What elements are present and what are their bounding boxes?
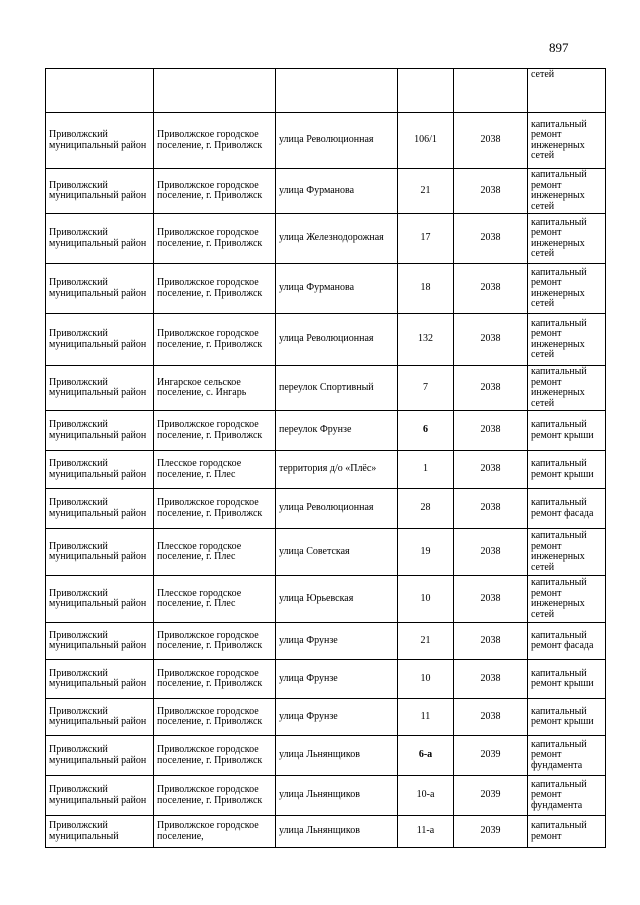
cell-work-type: капитальный ремонт крыши — [528, 699, 606, 736]
table-row — [46, 366, 606, 411]
cell-work-type: капитальный ремонт инженерных сетей — [528, 169, 606, 214]
cell-house: 6 — [398, 411, 454, 451]
cell-house: 11-а — [398, 816, 454, 848]
cell-street: улица Советская — [276, 529, 398, 576]
cell-house: 106/1 — [398, 113, 454, 169]
table-row — [46, 660, 606, 699]
cell-settlement: Приволжское городское поселение, г. Приволжск — [154, 264, 276, 314]
cell-house: 10 — [398, 660, 454, 699]
table-row-continuation — [46, 69, 606, 113]
cell-work-type: капитальный ремонт инженерных сетей — [528, 576, 606, 623]
cell-settlement: Плесское городское поселение, г. Плес — [154, 529, 276, 576]
cell-settlement: Плесское городское поселение, г. Плес — [154, 451, 276, 489]
cell-year: 2038 — [454, 264, 528, 314]
table-row — [46, 816, 606, 848]
cell-work-type: капитальный ремонт крыши — [528, 451, 606, 489]
cell-street: улица Фурманова — [276, 169, 398, 214]
cell-street: улица Фрунзе — [276, 623, 398, 660]
page-number: 897 — [549, 40, 569, 55]
cell-house: 17 — [398, 214, 454, 264]
cell-house: 28 — [398, 489, 454, 529]
cell-year: 2038 — [454, 660, 528, 699]
cell-district: Приволжский муниципальный район — [46, 451, 154, 489]
cell-work-type: капитальный ремонт фасада — [528, 623, 606, 660]
cell-year: 2038 — [454, 451, 528, 489]
cell-street: улица Фрунзе — [276, 660, 398, 699]
cell-street: улица Железнодорожная — [276, 214, 398, 264]
cell-settlement: Ингарское сельское поселение, с. Ингарь — [154, 366, 276, 411]
cell-work-type: капитальный ремонт инженерных сетей — [528, 113, 606, 169]
cell-street: улица Юрьевская — [276, 576, 398, 623]
cell-settlement: Приволжское городское поселение, г. Приволжск — [154, 489, 276, 529]
cell-work-type: капитальный ремонт инженерных сетей — [528, 264, 606, 314]
cell-district: Приволжский муниципальный район — [46, 576, 154, 623]
cell-house: 1 — [398, 451, 454, 489]
table-row — [46, 169, 606, 214]
cell-district: Приволжский муниципальный район — [46, 314, 154, 366]
cell-year: 2039 — [454, 816, 528, 848]
table-row — [46, 529, 606, 576]
table-row — [46, 264, 606, 314]
cell-street: улица Революционная — [276, 113, 398, 169]
cell-settlement: Плесское городское поселение, г. Плес — [154, 576, 276, 623]
cell-year: 2038 — [454, 169, 528, 214]
cell-year: 2038 — [454, 366, 528, 411]
cell-house: 21 — [398, 623, 454, 660]
table-row — [46, 411, 606, 451]
cell-district: Приволжский муниципальный район — [46, 113, 154, 169]
table-row — [46, 214, 606, 264]
cell-work-type: капитальный ремонт крыши — [528, 411, 606, 451]
cell-year: 2038 — [454, 113, 528, 169]
cell-street: улица Льнянщиков — [276, 736, 398, 776]
cell-house — [398, 69, 454, 113]
repair-schedule-table — [45, 68, 606, 848]
cell-year: 2038 — [454, 411, 528, 451]
cell-district: Приволжский муниципальный район — [46, 736, 154, 776]
cell-street: переулок Фрунзе — [276, 411, 398, 451]
cell-settlement: Приволжское городское поселение, г. Приволжск — [154, 736, 276, 776]
cell-year: 2038 — [454, 314, 528, 366]
cell-district: Приволжский муниципальный район — [46, 623, 154, 660]
cell-work-type: капитальный ремонт фасада — [528, 489, 606, 529]
cell-district: Приволжский муниципальный — [46, 816, 154, 848]
cell-year: 2038 — [454, 576, 528, 623]
cell-year: 2039 — [454, 736, 528, 776]
cell-house: 21 — [398, 169, 454, 214]
cell-year: 2038 — [454, 529, 528, 576]
cell-settlement: Приволжское городское поселение, г. Приволжск — [154, 660, 276, 699]
table-row — [46, 113, 606, 169]
cell-year: 2038 — [454, 623, 528, 660]
table-row — [46, 623, 606, 660]
cell-district: Приволжский муниципальный район — [46, 366, 154, 411]
cell-work-type: капитальный ремонт инженерных сетей — [528, 214, 606, 264]
table-row — [46, 776, 606, 816]
cell-house: 11 — [398, 699, 454, 736]
cell-street: улица Революционная — [276, 314, 398, 366]
cell-settlement: Приволжское городское поселение, г. Приволжск — [154, 169, 276, 214]
cell-work-type: капитальный ремонт инженерных сетей — [528, 366, 606, 411]
cell-year: 2039 — [454, 776, 528, 816]
cell-district: Приволжский муниципальный район — [46, 660, 154, 699]
table-row — [46, 576, 606, 623]
table-row — [46, 699, 606, 736]
cell-year: 2038 — [454, 489, 528, 529]
cell-street: улица Льнянщиков — [276, 816, 398, 848]
cell-street: улица Льнянщиков — [276, 776, 398, 816]
cell-work-type: капитальный ремонт крыши — [528, 660, 606, 699]
cell-district: Приволжский муниципальный район — [46, 214, 154, 264]
cell-house: 18 — [398, 264, 454, 314]
cell-settlement — [154, 69, 276, 113]
cell-settlement: Приволжское городское поселение, г. Приволжск — [154, 699, 276, 736]
cell-district: Приволжский муниципальный район — [46, 264, 154, 314]
table-row — [46, 451, 606, 489]
cell-street: улица Фурманова — [276, 264, 398, 314]
cell-settlement: Приволжское городское поселение, г. Приволжск — [154, 623, 276, 660]
table-body — [46, 69, 606, 848]
cell-house: 10-а — [398, 776, 454, 816]
cell-district: Приволжский муниципальный район — [46, 489, 154, 529]
cell-work-type: капитальный ремонт фундамента — [528, 736, 606, 776]
cell-work-type: капитальный ремонт фундамента — [528, 776, 606, 816]
cell-district: Приволжский муниципальный район — [46, 169, 154, 214]
cell-house: 132 — [398, 314, 454, 366]
cell-district: Приволжский муниципальный район — [46, 529, 154, 576]
cell-settlement: Приволжское городское поселение, — [154, 816, 276, 848]
cell-street — [276, 69, 398, 113]
cell-work-type: капитальный ремонт инженерных сетей — [528, 529, 606, 576]
cell-street: территория д/о «Плёс» — [276, 451, 398, 489]
cell-settlement: Приволжское городское поселение, г. Приволжск — [154, 314, 276, 366]
cell-year: 2038 — [454, 214, 528, 264]
cell-house: 7 — [398, 366, 454, 411]
table-row — [46, 489, 606, 529]
cell-district: Приволжский муниципальный район — [46, 699, 154, 736]
table-row — [46, 314, 606, 366]
cell-settlement: Приволжское городское поселение, г. Приволжск — [154, 113, 276, 169]
cell-settlement: Приволжское городское поселение, г. Приволжск — [154, 411, 276, 451]
cell-district: Приволжский муниципальный район — [46, 411, 154, 451]
cell-house: 6-а — [398, 736, 454, 776]
table-row — [46, 736, 606, 776]
cell-settlement: Приволжское городское поселение, г. Приволжск — [154, 214, 276, 264]
cell-work-type: сетей — [528, 69, 606, 113]
cell-year: 2038 — [454, 699, 528, 736]
cell-street: переулок Спортивный — [276, 366, 398, 411]
cell-house: 19 — [398, 529, 454, 576]
cell-house: 10 — [398, 576, 454, 623]
cell-district: Приволжский муниципальный район — [46, 776, 154, 816]
cell-street: улица Фрунзе — [276, 699, 398, 736]
cell-work-type: капитальный ремонт инженерных сетей — [528, 314, 606, 366]
cell-work-type: капитальный ремонт — [528, 816, 606, 848]
cell-year — [454, 69, 528, 113]
cell-district — [46, 69, 154, 113]
cell-street: улица Революционная — [276, 489, 398, 529]
cell-settlement: Приволжское городское поселение, г. Приволжск — [154, 776, 276, 816]
